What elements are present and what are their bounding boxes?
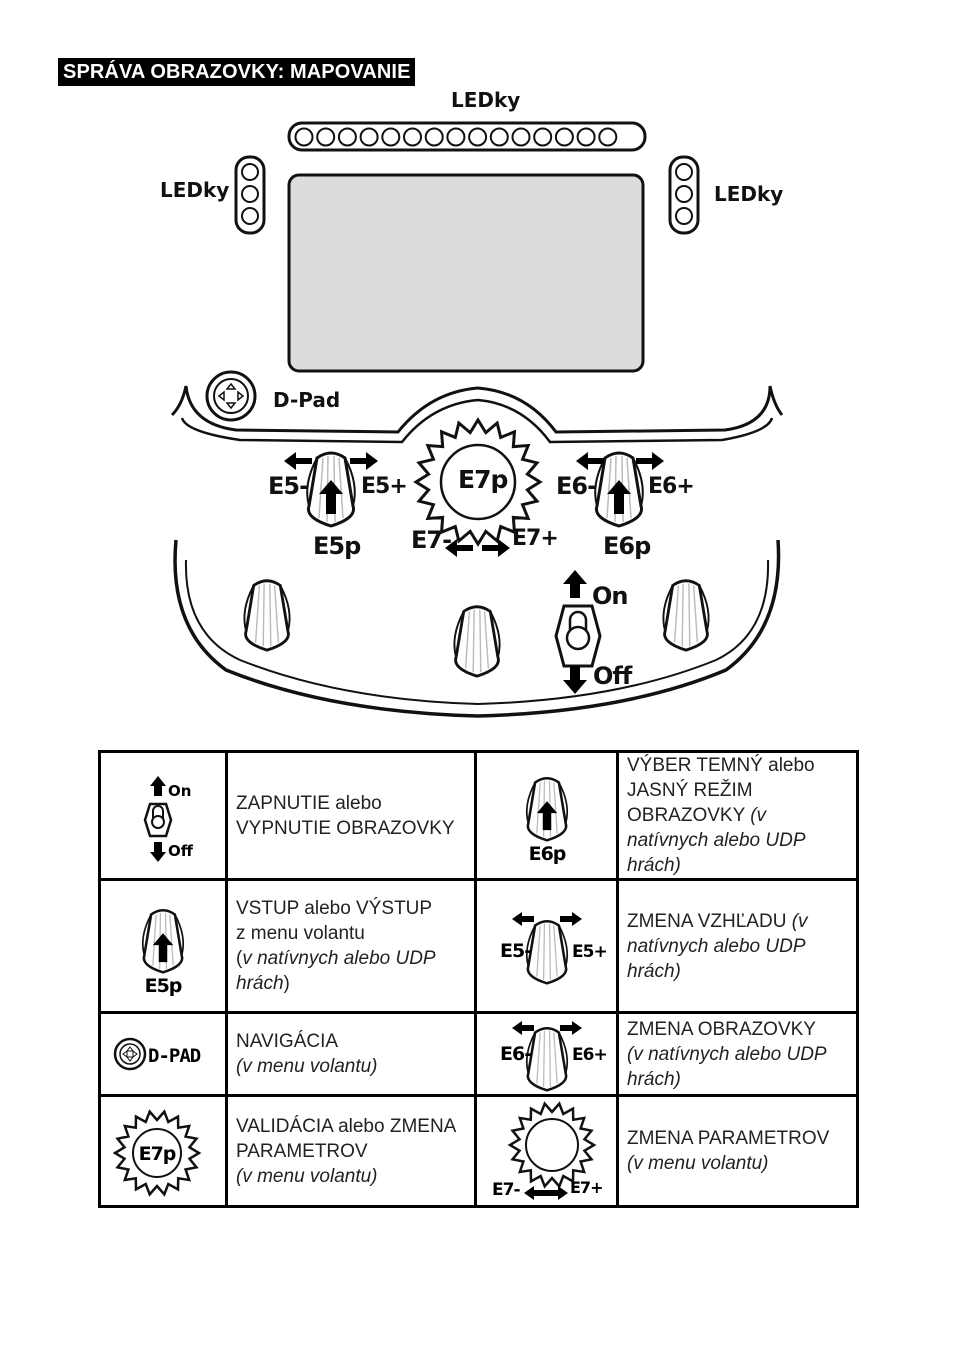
dpad-label: D-Pad xyxy=(273,388,341,412)
e6-minus-text: E6- xyxy=(499,1043,531,1065)
e5-push-label: E5p xyxy=(313,532,361,560)
description-italic-text: v natívnych alebo UDP hrách xyxy=(236,948,435,994)
on-arrow xyxy=(563,570,587,598)
led-icon xyxy=(382,129,399,146)
e5-plus-label: E5+ xyxy=(361,474,407,499)
description-text: VSTUP alebo VÝSTUP xyxy=(236,898,433,919)
toggle-off-text: Off xyxy=(168,841,193,860)
table-description-cell xyxy=(227,752,476,880)
description-text: ZMENA OBRAZOVKY xyxy=(627,1018,816,1040)
description-italic-text: (v natívnych alebo UDP hrách) xyxy=(627,1043,826,1090)
e6p-text: E6p xyxy=(528,842,565,865)
e7-plus-label: E7+ xyxy=(512,526,558,551)
toggle-switch xyxy=(556,606,600,666)
right-led-strip xyxy=(670,157,698,233)
push-knob-icon xyxy=(113,896,213,996)
description-italic-text: (v natívnych alebo UDP hrách) xyxy=(627,910,808,982)
e7-minus-text: E7- xyxy=(491,1180,519,1200)
e6-push-label: E6p xyxy=(603,532,651,560)
lower-right-knob xyxy=(663,581,708,650)
led-icon xyxy=(469,129,486,146)
description-text: VÝBER TEMNÝ alebo JASNÝ REŽIM OBRAZOVKY xyxy=(627,755,815,826)
led-icon xyxy=(426,129,443,146)
dpad-icon xyxy=(207,372,255,420)
left-led-strip xyxy=(236,157,264,233)
description-italic-text: (v menu volantu) xyxy=(627,1153,769,1174)
led-icon xyxy=(556,129,573,146)
description-text: ZMENA VZHĽADU xyxy=(627,910,787,932)
table-icon-cell xyxy=(476,752,618,880)
led-icon xyxy=(513,129,530,146)
table-icon-cell xyxy=(100,880,227,1013)
description-italic-line xyxy=(236,946,466,996)
led-icon xyxy=(317,129,334,146)
table-icon-cell xyxy=(476,1096,618,1207)
table-description-cell xyxy=(618,752,858,880)
dpad-text: D-PAD xyxy=(148,1045,201,1067)
description-text: ZAPNUTIE alebo VYPNUTIE OBRAZOVKY xyxy=(236,792,455,839)
rotary-knob-icon xyxy=(482,901,612,991)
e7-plus-text: E7+ xyxy=(569,1178,602,1197)
led-left-label: LEDky xyxy=(160,178,230,202)
top-led-bar xyxy=(289,123,645,150)
off-label: Off xyxy=(593,662,632,690)
description-text: ZMENA PARAMETROV xyxy=(627,1128,830,1149)
table-icon-cell xyxy=(100,1013,227,1096)
e7-minus-label: E7- xyxy=(411,526,452,554)
led-icon xyxy=(447,129,464,146)
e6-plus-text: E6+ xyxy=(571,1045,607,1065)
display-screen xyxy=(289,175,643,371)
e5-right-arrow xyxy=(350,452,378,470)
e5-minus-text: E5- xyxy=(499,940,531,962)
table-description-cell xyxy=(618,1096,858,1207)
led-icon xyxy=(404,129,421,146)
e5p-text: E5p xyxy=(144,975,182,996)
table-row xyxy=(100,752,858,880)
push-knob-icon xyxy=(497,766,597,866)
toggle-on-text: On xyxy=(168,781,192,800)
led-right-label: LEDky xyxy=(714,182,784,206)
led-icon xyxy=(491,129,508,146)
e5-minus-label: E5- xyxy=(268,472,309,500)
table-description-cell xyxy=(618,880,858,1013)
e5-left-arrow xyxy=(284,452,312,470)
table-row xyxy=(100,1013,858,1096)
rotary-knob-icon xyxy=(482,1014,612,1094)
encoder-rotate-icon xyxy=(482,1099,612,1203)
led-icon xyxy=(578,129,595,146)
table-description-cell xyxy=(227,880,476,1013)
e6-minus-label: E6- xyxy=(556,472,597,500)
off-arrow xyxy=(563,666,587,694)
table-description-cell xyxy=(227,1013,476,1096)
led-icon xyxy=(339,129,356,146)
led-icon xyxy=(534,129,551,146)
dpad-icon xyxy=(103,1024,223,1084)
table-icon-cell xyxy=(476,1013,618,1096)
description-text: z menu volantu xyxy=(236,923,365,944)
lower-center-knob xyxy=(454,607,499,676)
description-italic-text: (v menu volantu) xyxy=(236,1056,378,1077)
table-row xyxy=(100,1096,858,1207)
description-text: VALIDÁCIA alebo ZMENA PARAMETROV xyxy=(236,1115,456,1162)
description-text: NAVIGÁCIA xyxy=(236,1031,339,1052)
led-top-label: LEDky xyxy=(451,88,521,112)
on-label: On xyxy=(592,582,628,610)
table-icon-cell xyxy=(100,1096,227,1207)
e7-push-label: E7p xyxy=(458,465,508,494)
mapping-table xyxy=(98,750,859,1208)
encoder-push-icon xyxy=(113,1101,213,1201)
e5-knob xyxy=(307,453,355,526)
e5-plus-text: E5+ xyxy=(571,942,607,962)
lower-left-knob xyxy=(244,581,289,650)
page-title: SPRÁVA OBRAZOVKY: MAPOVANIE xyxy=(58,58,415,86)
description-italic-text: (v natívnych alebo UDP hrách) xyxy=(627,805,805,876)
table-description-cell xyxy=(618,1013,858,1096)
table-icon-cell xyxy=(476,880,618,1013)
led-icon xyxy=(361,129,378,146)
paren-open: ( xyxy=(236,948,243,969)
e7p-text: E7p xyxy=(138,1143,176,1165)
led-icon xyxy=(296,129,313,146)
table-icon-cell xyxy=(100,752,227,880)
led-icon xyxy=(599,129,616,146)
paren-close: ) xyxy=(283,973,290,994)
e6-right-arrow xyxy=(636,452,664,470)
description-italic-text: (v menu volantu) xyxy=(236,1165,378,1187)
table-description-cell xyxy=(227,1096,476,1207)
toggle-switch-icon xyxy=(108,766,218,866)
table-row xyxy=(100,880,858,1013)
e6-plus-label: E6+ xyxy=(648,474,694,499)
